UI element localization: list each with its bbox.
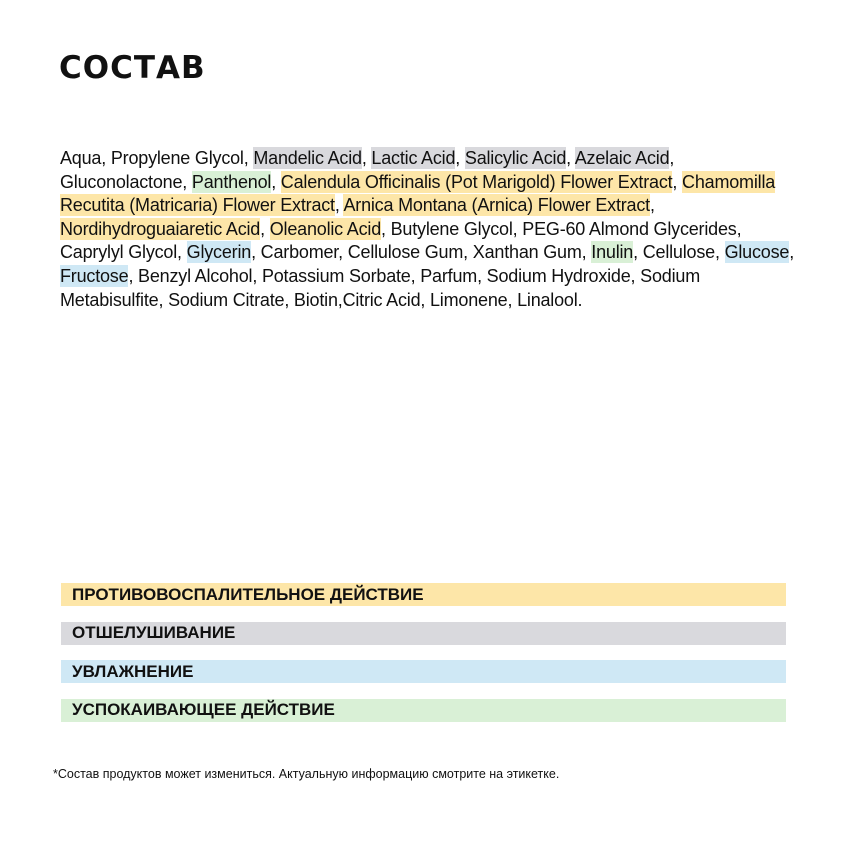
legend-label: УВЛАЖНЕНИЕ bbox=[72, 661, 194, 681]
page-title: СОСТАВ bbox=[59, 50, 206, 86]
ingredient: Salicylic Acid bbox=[464, 148, 567, 168]
legend bbox=[61, 583, 786, 737]
ingredient: Sodium Citrate bbox=[168, 289, 285, 310]
legend-item bbox=[61, 660, 786, 683]
ingredient: Biotin bbox=[293, 289, 338, 310]
ingredient: PEG-60 Almond Glycerides bbox=[522, 218, 737, 239]
ingredient: Inulin bbox=[591, 242, 634, 263]
ingredient: Cellulose Gum bbox=[347, 242, 464, 263]
ingredient: Sodium Hydroxide bbox=[486, 265, 631, 286]
ingredient: Aqua bbox=[60, 148, 102, 168]
ingredient: Sodium Metabisulfite bbox=[60, 265, 700, 310]
ingredient: Gluconolactone bbox=[60, 171, 183, 192]
ingredient: Citric Acid bbox=[342, 289, 421, 310]
ingredient: Parfum bbox=[420, 265, 478, 286]
ingredient: Glucose bbox=[724, 242, 790, 263]
ingredient: Mandelic Acid bbox=[253, 148, 362, 168]
legend-item bbox=[61, 699, 786, 722]
legend-item bbox=[61, 583, 786, 606]
ingredient: Chamomilla Recutita (Matricaria) Flower Extract bbox=[60, 171, 776, 216]
ingredient: Cellulose bbox=[642, 242, 715, 263]
ingredient: Glycerin bbox=[186, 242, 252, 263]
ingredient: Azelaic Acid bbox=[574, 148, 670, 168]
ingredient: Benzyl Alcohol bbox=[138, 265, 253, 286]
ingredient: Caprylyl Glycol bbox=[60, 242, 178, 263]
ingredients-list: Aqua, Propylene Glycol, Mandelic Acid, Lactic Acid, Salicylic Acid, Azelaic Acid, Gluconolactone, Panthenol, Calendula Officinalis (Pot Marigold) Flower Extract, Chamomilla Recutita (Matricaria) Flower Extract, Arnica Montana (Arnica) Flower Extract, Nordihydroguaiaretic Acid, Oleanolic Acid, Butylene Glycol, PEG-60 Almond Glycerides, Caprylyl Glycol, Glycerin, Carbomer, Cellulose Gum, Xanthan Gum, Inulin, Cellulose, Glucose, Fructose, Benzyl Alcohol, Potassium Sorbate, Parfum, Sodium Hydroxide, Sodium Metabisulfite, Sodium Citrate, Biotin,Citric Acid, Limonene, Linalool. bbox=[60, 148, 795, 310]
ingredient: Calendula Officinalis (Pot Marigold) Flower Extract bbox=[280, 171, 673, 192]
legend-item bbox=[61, 622, 786, 645]
ingredient: Potassium Sorbate bbox=[261, 265, 411, 286]
footnote: *Состав продуктов может измениться. Актуальную информацию смотрите на этикетке. bbox=[53, 767, 560, 781]
ingredient: Lactic Acid bbox=[371, 148, 456, 168]
ingredient: Panthenol bbox=[191, 171, 272, 192]
ingredient: Fructose bbox=[60, 265, 129, 286]
ingredient: Nordihydroguaiaretic Acid bbox=[60, 218, 261, 239]
ingredient: Limonene bbox=[430, 289, 508, 310]
legend-label: ПРОТИВОВОСПАЛИТЕЛЬНОЕ ДЕЙСТВИЕ bbox=[72, 584, 424, 604]
ingredient: Butylene Glycol bbox=[390, 218, 513, 239]
ingredient: Linalool. bbox=[517, 289, 583, 310]
ingredient: Oleanolic Acid bbox=[269, 218, 381, 239]
legend-label: ОТШЕЛУШИВАНИЕ bbox=[72, 623, 236, 642]
ingredient: Carbomer bbox=[260, 242, 339, 263]
ingredient: Arnica Montana (Arnica) Flower Extract bbox=[343, 195, 650, 216]
legend-label: УСПОКАИВАЮЩЕЕ ДЕЙСТВИЕ bbox=[72, 700, 335, 719]
ingredient: Propylene Glycol bbox=[110, 148, 244, 168]
ingredient: Xanthan Gum bbox=[472, 242, 582, 263]
